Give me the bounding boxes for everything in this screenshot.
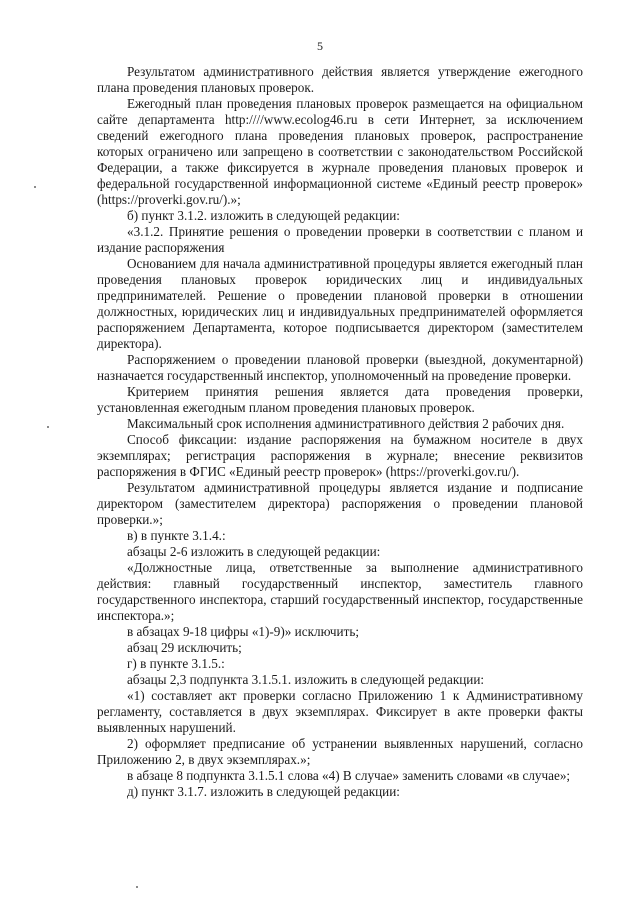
page-number: 5 — [317, 39, 323, 53]
paragraph: Максимальный срок исполнения административного действия 2 рабочих дня. — [127, 416, 565, 431]
paragraph: Основанием для начала административной процедуры является ежегодный план проведения плановых проверок юридических лиц и индивидуальных предпринимателей. Решение о проведении плановой проверки в отношении должностных, юридических лиц и индивидуальных предпринимателей оформляется распоряжением Департамента, которое подписывается директором (заместителем директора). — [97, 256, 583, 351]
document-body — [97, 64, 583, 800]
paragraph: абзацы 2-6 изложить в следующей редакции: — [127, 544, 381, 559]
paragraph: Ежегодный план проведения плановых проверок размещается на официальном сайте департамента http:////www.ecolog46.ru в сети Интернет, за исключением сведений ежегодного плана проведения плановых проверок, распространение которых ограничено или запрещено в соответствии с законодательством Российской Федерации, а также фиксируется в журнале проведения плановых проверок и федеральной государственной информационной системе «Единый реестр проверок» (https://proverki.gov.ru/).»; — [97, 96, 583, 207]
paragraph: Результатом административного действия является утверждение ежегодного плана проведения плановых проверок. — [97, 64, 583, 95]
paragraph: б) пункт 3.1.2. изложить в следующей редакции: — [127, 208, 400, 223]
scan-speck — [136, 886, 138, 888]
paragraph: «Должностные лица, ответственные за выполнение административного действия: главный государственный инспектор, заместитель главного государственного инспектора, старший государственный инспектор, государственные инспектора.»; — [97, 560, 583, 623]
paragraph: абзац 29 исключить; — [127, 640, 242, 655]
paragraph: абзацы 2,3 подпункта 3.1.5.1. изложить в следующей редакции: — [127, 672, 485, 687]
paragraph: г) в пункте 3.1.5.: — [127, 656, 225, 671]
paragraph: в) в пункте 3.1.4.: — [127, 528, 226, 543]
scan-speck — [34, 186, 36, 188]
scan-speck — [47, 426, 49, 428]
paragraph: Способ фиксации: издание распоряжения на бумажном носителе в двух экземплярах; регистрация распоряжения в журнале; внесение реквизитов распоряжения в ФГИС «Единый реестр проверок» (https://proverki.gov.ru/). — [97, 432, 583, 479]
paragraph: д) пункт 3.1.7. изложить в следующей редакции: — [127, 784, 400, 799]
paragraph: в абзацах 9-18 цифры «1)-9)» исключить; — [127, 624, 360, 639]
paragraph: Результатом административной процедуры является издание и подписание директором (заместителем директора) распоряжения о проведении плановой проверки.»; — [97, 480, 583, 527]
section-heading: «3.1.2. Принятие решения о проведении проверки в соответствии с планом и издание распоряжения — [97, 224, 583, 255]
paragraph: 2) оформляет предписание об устранении выявленных нарушений, согласно Приложению 2, в двух экземплярах.»; — [97, 736, 583, 767]
paragraph: Распоряжением о проведении плановой проверки (выездной, документарной) назначается государственный инспектор, уполномоченный на проведение проверки. — [97, 352, 583, 383]
paragraph: в абзаце 8 подпункта 3.1.5.1 слова «4) В случае» заменить словами «в случае»; — [127, 768, 571, 783]
paragraph: Критерием принятия решения является дата проведения проверки, установленная ежегодным планом проведения плановых проверок. — [97, 384, 583, 415]
paragraph: «1) составляет акт проверки согласно Приложению 1 к Административному регламенту, составляется в двух экземплярах. Фиксирует в акте проверки факты выявленных нарушений. — [97, 688, 583, 735]
